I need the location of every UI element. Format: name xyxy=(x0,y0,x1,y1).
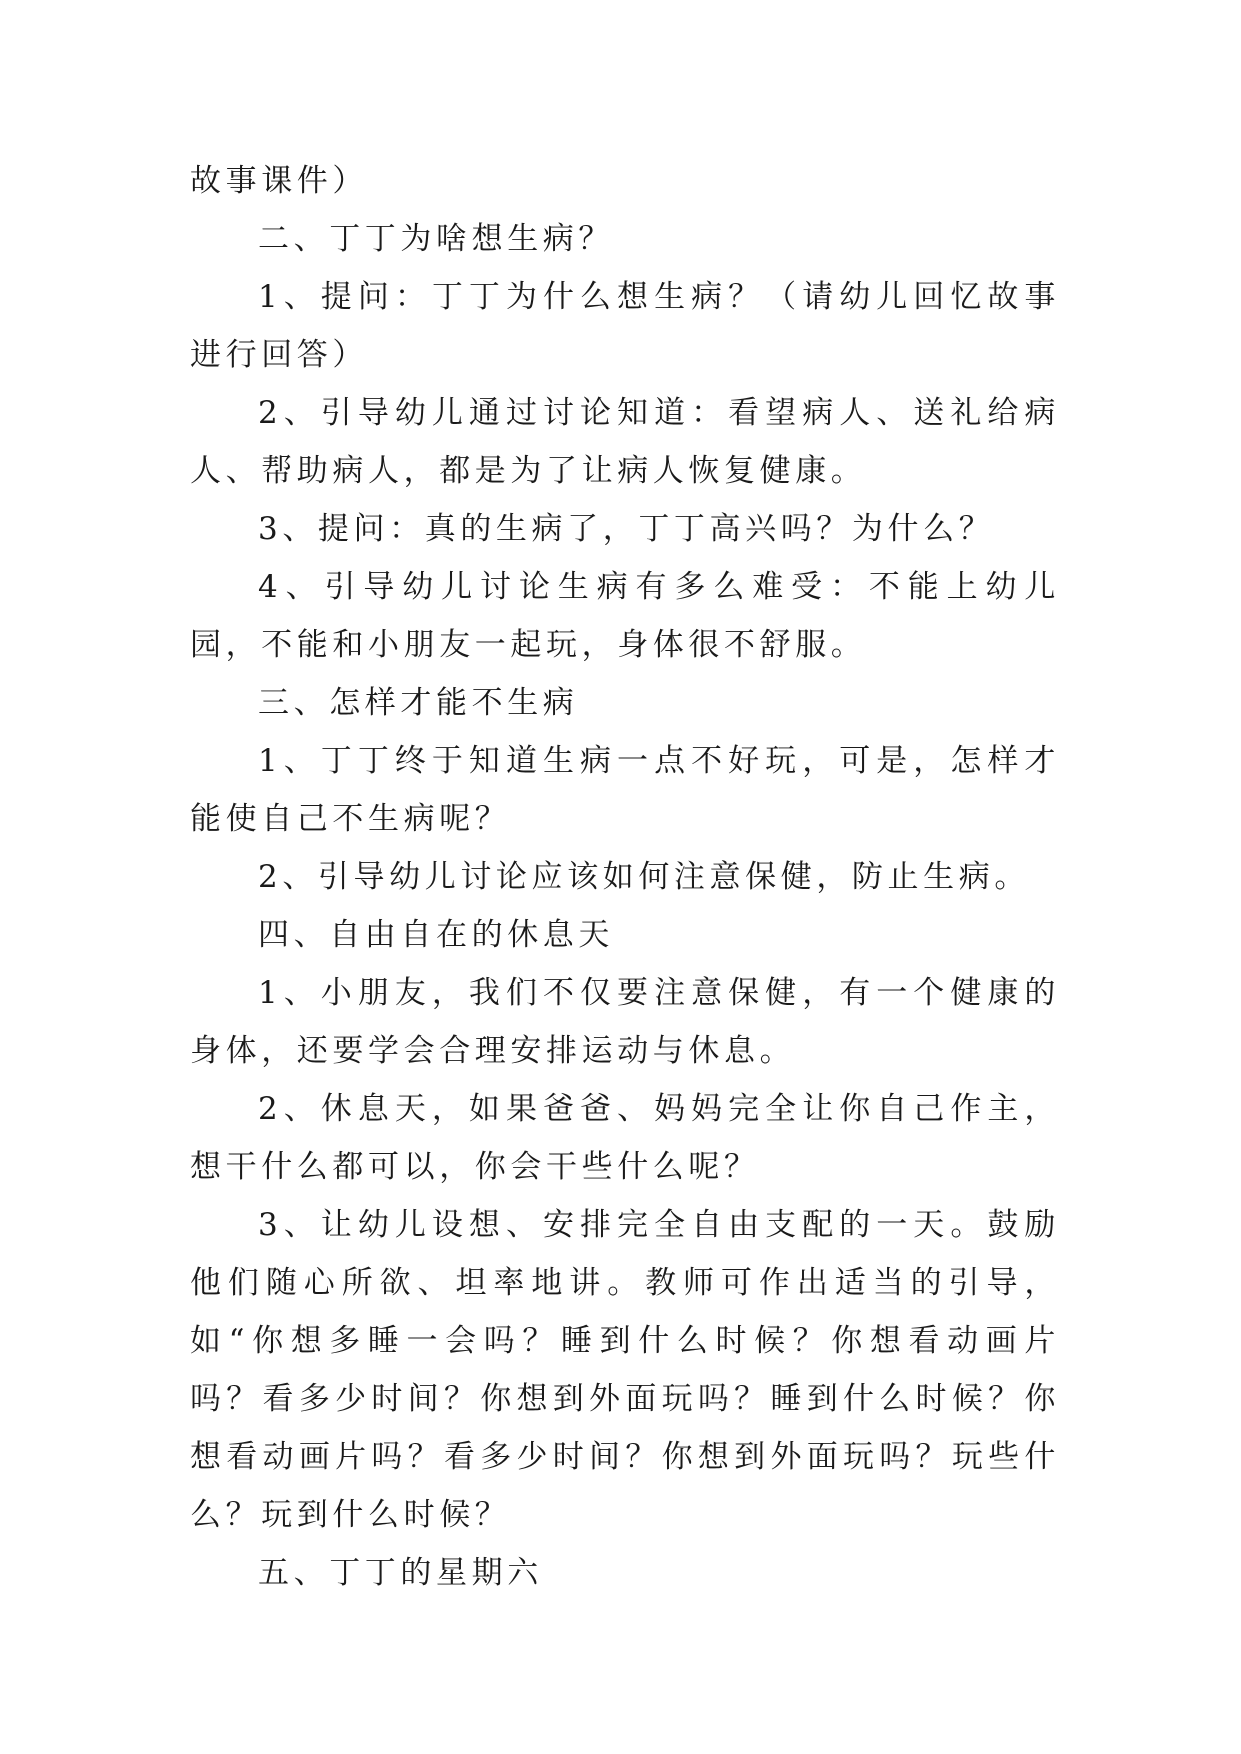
paragraph-continuation: 故事课件） xyxy=(190,163,368,199)
paragraph: 1、小朋友，我们不仅要注意保健，有一个健康的身体，还要学会合理安排运动与休息。 xyxy=(190,975,1060,1069)
paragraph: 2、引导幼儿通过讨论知道：看望病人、送礼给病人、帮助病人，都是为了让病人恢复健康。 xyxy=(190,395,1060,489)
paragraph: 3、让幼儿设想、安排完全自由支配的一天。鼓励他们随心所欲、坦率地讲。教师可作出适当的引导，如“你想多睡一会吗？睡到什么时候？你想看动画片吗？看多少时间？你想到外面玩吗？睡到什么时候？你想看动画片吗？看多少时间？你想到外面玩吗？玩些什么？玩到什么时候？ xyxy=(190,1207,1060,1533)
paragraph: 4、引导幼儿讨论生病有多么难受：不能上幼儿园，不能和小朋友一起玩，身体很不舒服。 xyxy=(190,569,1060,663)
section-heading-2: 二、丁丁为啥想生病？ xyxy=(258,221,614,257)
section-heading-5: 五、丁丁的星期六 xyxy=(258,1555,543,1591)
document-body xyxy=(190,152,1060,1602)
paragraph: 2、休息天，如果爸爸、妈妈完全让你自己作主，想干什么都可以，你会干些什么呢？ xyxy=(190,1091,1060,1185)
section-heading-3: 三、怎样才能不生病 xyxy=(258,685,579,721)
paragraph: 1、提问：丁丁为什么想生病？（请幼儿回忆故事进行回答） xyxy=(190,279,1060,373)
paragraph: 2、引导幼儿讨论应该如何注意保健，防止生病。 xyxy=(258,859,1030,895)
section-heading-4: 四、自由自在的休息天 xyxy=(258,917,614,953)
paragraph: 1、丁丁终于知道生病一点不好玩，可是，怎样才能使自己不生病呢？ xyxy=(190,743,1060,837)
paragraph: 3、提问：真的生病了，丁丁高兴吗？为什么？ xyxy=(258,511,995,547)
